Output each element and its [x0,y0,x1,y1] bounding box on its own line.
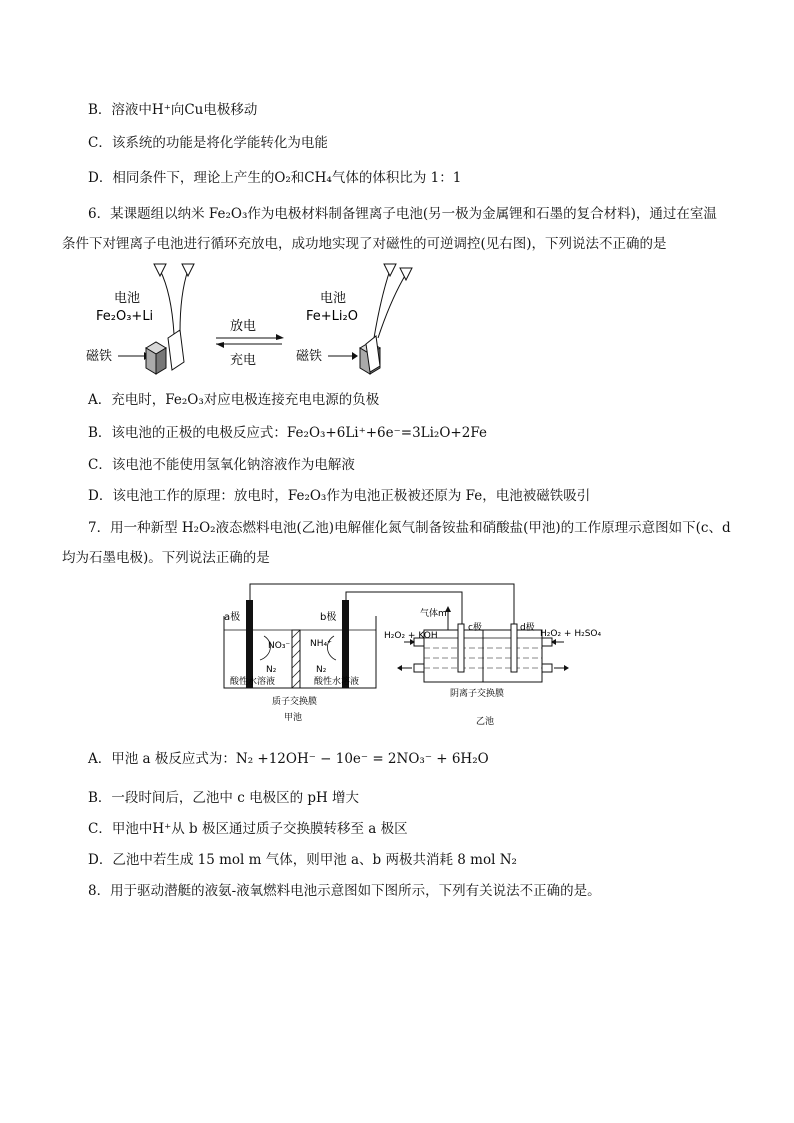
q7-jia-label: 甲池 [284,713,303,723]
q6-left-electrode [168,330,184,370]
q6-stem-line2: 条件下对锂离子电池进行循环充放电，成功地实现了对磁性的可逆调控(见右图)，下列说法不正确的是 [62,236,667,252]
q7-electrode-c [458,624,464,672]
q7-a-pole-label: a极 [224,612,241,623]
q7-right-inlet [542,638,552,646]
q7-n2-right-label: N₂ [316,665,327,675]
q6-left-clip2 [182,264,194,276]
q6-option-b: B．该电池的正极的电极反应式：Fe₂O₃+6Li⁺+6e⁻=3Li₂O+2Fe [88,425,487,441]
q5-option-c: C．该系统的功能是将化学能转化为电能 [88,135,328,151]
q6-left-formula: Fe₂O₃+Li [96,309,154,324]
q6-left-clip1 [154,264,166,276]
q5-option-d: D．相同条件下，理论上产生的O₂和CH₄气体的体积比为 1：1 [88,170,462,186]
q7-cell-figure [218,578,608,738]
q6-option-d: D．该电池工作的原理：放电时，Fe₂O₃作为电池正极被还原为 Fe，电池被磁铁吸引 [88,488,591,504]
q7-cell-svg [218,578,608,738]
q6-right-arrowhead [352,352,358,360]
q6-right-wire2 [378,274,406,338]
q7-anion-membrane-label: 阴离子交换膜 [450,689,505,699]
q6-arrow-right-head [276,334,284,340]
q7-stem-line1: 7．用一种新型 H₂O₂液态燃料电池(乙池)电解催化氮气制备铵盐和硝酸盐(甲池)的工作原理示意图如下(c、d [88,520,731,536]
q7-acid-left: 酸性水溶液 [230,677,276,687]
q7-electrode-d [511,624,517,672]
q7-option-b: B．一段时间后，乙池中 c 电极区的 pH 增大 [88,790,360,806]
q6-arrow-charge: 充电 [230,353,257,368]
q7-electrode-b [342,600,349,688]
q6-option-a: A．充电时，Fe₂O₃对应电极连接充电电源的负极 [88,392,380,408]
q7-no3-label: NO₃⁻ [268,641,291,651]
q7-wire-a-d [250,584,514,626]
q7-left-outlet [414,664,424,672]
q6-option-c: C．该电池不能使用氢氧化钠溶液作为电解液 [88,457,355,473]
q6-right-title: 电池 [320,291,347,306]
q7-option-c: C．甲池中H⁺从 b 极区通过质子交换膜转移至 a 极区 [88,821,408,837]
q7-n2-left-label: N₂ [266,665,277,675]
q7-right-out-head [564,665,569,671]
q6-left-wire2 [180,270,188,332]
q7-right-outlet [542,664,552,672]
q6-right-formula: Fe+Li₂O [306,309,358,324]
q6-arrow-left-head [216,342,224,348]
q8-stem: 8．用于驱动潜艇的液氨-液氧燃料电池示意图如下图所示，下列有关说法不正确的是。 [88,883,601,899]
q7-proton-membrane [292,630,300,688]
q7-left-feed: H₂O₂ + KOH [384,631,438,641]
q7-d-pole-label: d极 [520,623,535,633]
q7-c-pole-label: c极 [468,623,482,633]
q7-option-a: A．甲池 a 极反应式为：N₂ +12OH⁻ − 10e⁻ = 2NO₃⁻ + 6H₂O [88,751,489,767]
q6-battery-svg [84,262,424,382]
q6-stem-line1: 6．某课题组以纳米 Fe₂O₃作为电极材料制备锂离子电池(另一极为金属锂和石墨的复合材料)，通过在室温 [88,206,717,222]
q7-nh4-label: NH₄⁺ [310,639,332,649]
q6-left-magnet: 磁铁 [86,349,113,364]
q7-option-d: D．乙池中若生成 15 mol m 气体，则甲池 a、b 两极共消耗 8 mol N₂ [88,852,517,868]
q7-right-feed: H₂O₂ + H₂SO₄ [540,629,602,639]
q6-right-clip1 [384,264,396,276]
q7-electrode-a [246,600,253,688]
q7-b-pole-label: b极 [320,612,337,623]
q6-left-title: 电池 [114,291,141,306]
q5-option-b: B．溶液中H⁺向Cu电极移动 [88,102,258,118]
q6-right-magnet: 磁铁 [296,349,323,364]
q7-stem-line2: 均为石墨电极)。下列说法正确的是 [62,550,270,566]
q6-left-wire1 [160,270,174,334]
q7-left-out-head [397,665,402,671]
q7-yi-label: 乙池 [476,717,495,727]
q6-arrow-discharge: 放电 [230,319,257,334]
q7-proton-membrane-label: 质子交换膜 [272,697,318,707]
q7-gas-m-label: 气体m [420,609,447,619]
q6-battery-figure [84,262,424,382]
q6-right-clip2 [400,268,412,280]
q7-acid-right: 酸性水溶液 [314,677,360,687]
